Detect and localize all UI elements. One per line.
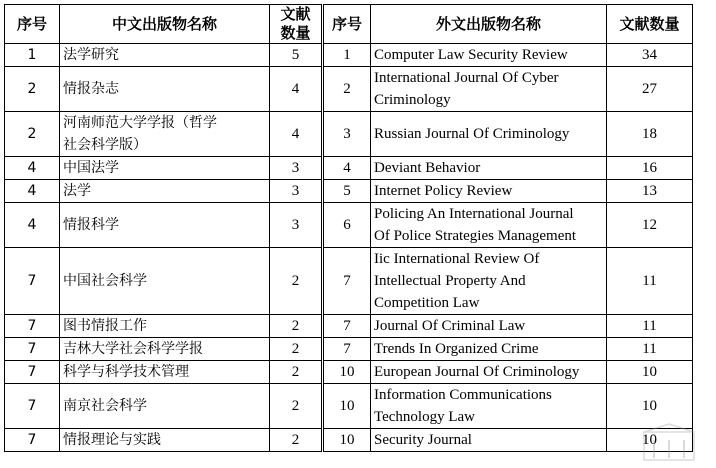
zh-publication-cell bbox=[60, 338, 270, 361]
table-row bbox=[5, 248, 693, 315]
en-publication-cell-line: Deviant Behavior bbox=[374, 160, 481, 176]
zh-rank-cell: 7 bbox=[5, 384, 60, 429]
zh-publication-cell bbox=[60, 180, 270, 203]
header-zh-count-line1: 文献 bbox=[280, 5, 311, 23]
header-zh-count-line2: 数量 bbox=[280, 24, 311, 42]
en-rank-cell: 10 bbox=[323, 361, 371, 384]
zh-rank-cell: 2 bbox=[5, 67, 60, 112]
zh-publication-cell-line: 吉林大学社会科学学报 bbox=[63, 341, 203, 357]
zh-publication-cell bbox=[60, 67, 270, 112]
watermark-stamp bbox=[640, 422, 698, 464]
zh-rank-cell: 4 bbox=[5, 157, 60, 180]
header-no-en: 序号 bbox=[323, 5, 371, 44]
en-count-cell: 10 bbox=[607, 429, 693, 452]
table-row bbox=[5, 315, 693, 338]
en-rank-cell: 1 bbox=[323, 44, 371, 67]
table-row bbox=[5, 67, 693, 112]
zh-rank-cell: 4 bbox=[5, 180, 60, 203]
zh-publication-cell bbox=[60, 112, 270, 157]
zh-publication-cell bbox=[60, 44, 270, 67]
zh-rank-cell: 2 bbox=[5, 112, 60, 157]
zh-rank-cell: 7 bbox=[5, 338, 60, 361]
en-publication-cell-line: Information Communications bbox=[374, 387, 552, 403]
zh-count-cell: 2 bbox=[270, 361, 323, 384]
zh-publication-cell-line: 社会科学版） bbox=[63, 137, 147, 153]
table-row bbox=[5, 203, 693, 248]
en-count-cell: 18 bbox=[607, 112, 693, 157]
table-body bbox=[5, 44, 693, 452]
en-count-cell: 12 bbox=[607, 203, 693, 248]
en-rank-cell: 7 bbox=[323, 315, 371, 338]
table-row bbox=[5, 157, 693, 180]
zh-count-cell: 2 bbox=[270, 429, 323, 452]
zh-publication-cell bbox=[60, 203, 270, 248]
en-publication-cell-line: Criminology bbox=[374, 92, 451, 108]
zh-count-cell: 4 bbox=[270, 67, 323, 112]
en-publication-cell bbox=[371, 338, 607, 361]
zh-publication-cell-line: 情报科学 bbox=[63, 217, 119, 233]
en-count-cell: 16 bbox=[607, 157, 693, 180]
en-publication-cell-line: Russian Journal Of Criminology bbox=[374, 126, 570, 142]
zh-publication-cell-line: 科学与科学技术管理 bbox=[63, 364, 189, 380]
zh-count-cell: 2 bbox=[270, 315, 323, 338]
en-publication-cell-line: Iic International Review Of bbox=[374, 251, 540, 267]
zh-publication-cell-line: 中国社会科学 bbox=[63, 273, 147, 289]
en-rank-cell: 5 bbox=[323, 180, 371, 203]
en-rank-cell: 7 bbox=[323, 248, 371, 315]
en-publication-cell-line: Internet Policy Review bbox=[374, 183, 513, 199]
en-count-cell: 11 bbox=[607, 315, 693, 338]
zh-rank-cell: 7 bbox=[5, 315, 60, 338]
zh-rank-cell: 4 bbox=[5, 203, 60, 248]
zh-rank-cell: 7 bbox=[5, 248, 60, 315]
header-en-name: 外文出版物名称 bbox=[371, 5, 607, 44]
en-publication-cell bbox=[371, 44, 607, 67]
header-row bbox=[5, 5, 693, 44]
zh-publication-cell-line: 图书情报工作 bbox=[63, 318, 147, 334]
header-en-count: 文献数量 bbox=[607, 5, 693, 44]
table-row bbox=[5, 384, 693, 429]
en-rank-cell: 10 bbox=[323, 384, 371, 429]
header-zh-count bbox=[270, 5, 323, 44]
en-publication-cell-line: Technology Law bbox=[374, 409, 476, 425]
en-publication-cell bbox=[371, 384, 607, 429]
en-count-cell: 11 bbox=[607, 248, 693, 315]
en-publication-cell bbox=[371, 112, 607, 157]
zh-publication-cell bbox=[60, 157, 270, 180]
en-count-cell: 10 bbox=[607, 361, 693, 384]
en-publication-cell-line: Intellectual Property And bbox=[374, 273, 526, 289]
table-row bbox=[5, 44, 693, 67]
zh-publication-cell-line: 情报理论与实践 bbox=[63, 432, 161, 448]
table-row bbox=[5, 429, 693, 452]
en-publication-cell bbox=[371, 248, 607, 315]
table-row bbox=[5, 180, 693, 203]
zh-publication-cell bbox=[60, 361, 270, 384]
en-publication-cell bbox=[371, 361, 607, 384]
zh-publication-cell-line: 法学研究 bbox=[63, 47, 119, 63]
en-rank-cell: 10 bbox=[323, 429, 371, 452]
zh-publication-cell-line: 河南师范大学学报（哲学 bbox=[63, 115, 217, 131]
en-publication-cell bbox=[371, 429, 607, 452]
zh-count-cell: 2 bbox=[270, 384, 323, 429]
header-no-zh: 序号 bbox=[5, 5, 60, 44]
zh-count-cell: 2 bbox=[270, 248, 323, 315]
zh-count-cell: 2 bbox=[270, 338, 323, 361]
header-zh-name: 中文出版物名称 bbox=[60, 5, 270, 44]
zh-rank-cell: 7 bbox=[5, 429, 60, 452]
en-count-cell: 34 bbox=[607, 44, 693, 67]
en-publication-cell-line: Policing An International Journal bbox=[374, 206, 574, 222]
zh-publication-cell bbox=[60, 384, 270, 429]
zh-count-cell: 3 bbox=[270, 180, 323, 203]
zh-rank-cell: 1 bbox=[5, 44, 60, 67]
en-publication-cell bbox=[371, 180, 607, 203]
en-publication-cell-line: Journal Of Criminal Law bbox=[374, 318, 526, 334]
publications-table bbox=[4, 4, 693, 452]
en-publication-cell-line: European Journal Of Criminology bbox=[374, 364, 580, 380]
en-rank-cell: 2 bbox=[323, 67, 371, 112]
zh-count-cell: 4 bbox=[270, 112, 323, 157]
en-publication-cell bbox=[371, 67, 607, 112]
en-count-cell: 11 bbox=[607, 338, 693, 361]
table-row bbox=[5, 361, 693, 384]
zh-count-cell: 3 bbox=[270, 203, 323, 248]
en-rank-cell: 3 bbox=[323, 112, 371, 157]
en-rank-cell: 4 bbox=[323, 157, 371, 180]
zh-publication-cell bbox=[60, 248, 270, 315]
en-publication-cell-line: International Journal Of Cyber bbox=[374, 70, 559, 86]
en-publication-cell-line: Computer Law Security Review bbox=[374, 47, 568, 63]
table-row bbox=[5, 112, 693, 157]
zh-publication-cell-line: 情报杂志 bbox=[63, 81, 119, 97]
zh-publication-cell-line: 中国法学 bbox=[63, 160, 119, 176]
zh-publication-cell bbox=[60, 315, 270, 338]
zh-publication-cell-line: 法学 bbox=[63, 183, 91, 199]
en-publication-cell bbox=[371, 203, 607, 248]
zh-count-cell: 3 bbox=[270, 157, 323, 180]
en-publication-cell bbox=[371, 315, 607, 338]
en-publication-cell-line: Competition Law bbox=[374, 295, 480, 311]
zh-count-cell: 5 bbox=[270, 44, 323, 67]
en-publication-cell-line: Of Police Strategies Management bbox=[374, 228, 577, 244]
en-rank-cell: 6 bbox=[323, 203, 371, 248]
zh-publication-cell-line: 南京社会科学 bbox=[63, 398, 147, 414]
en-publication-cell bbox=[371, 157, 607, 180]
zh-publication-cell bbox=[60, 429, 270, 452]
en-count-cell: 13 bbox=[607, 180, 693, 203]
en-publication-cell-line: Trends In Organized Crime bbox=[374, 341, 539, 357]
en-publication-cell-line: Security Journal bbox=[374, 432, 472, 448]
en-count-cell: 10 bbox=[607, 384, 693, 429]
zh-rank-cell: 7 bbox=[5, 361, 60, 384]
en-rank-cell: 7 bbox=[323, 338, 371, 361]
table-row bbox=[5, 338, 693, 361]
en-count-cell: 27 bbox=[607, 67, 693, 112]
